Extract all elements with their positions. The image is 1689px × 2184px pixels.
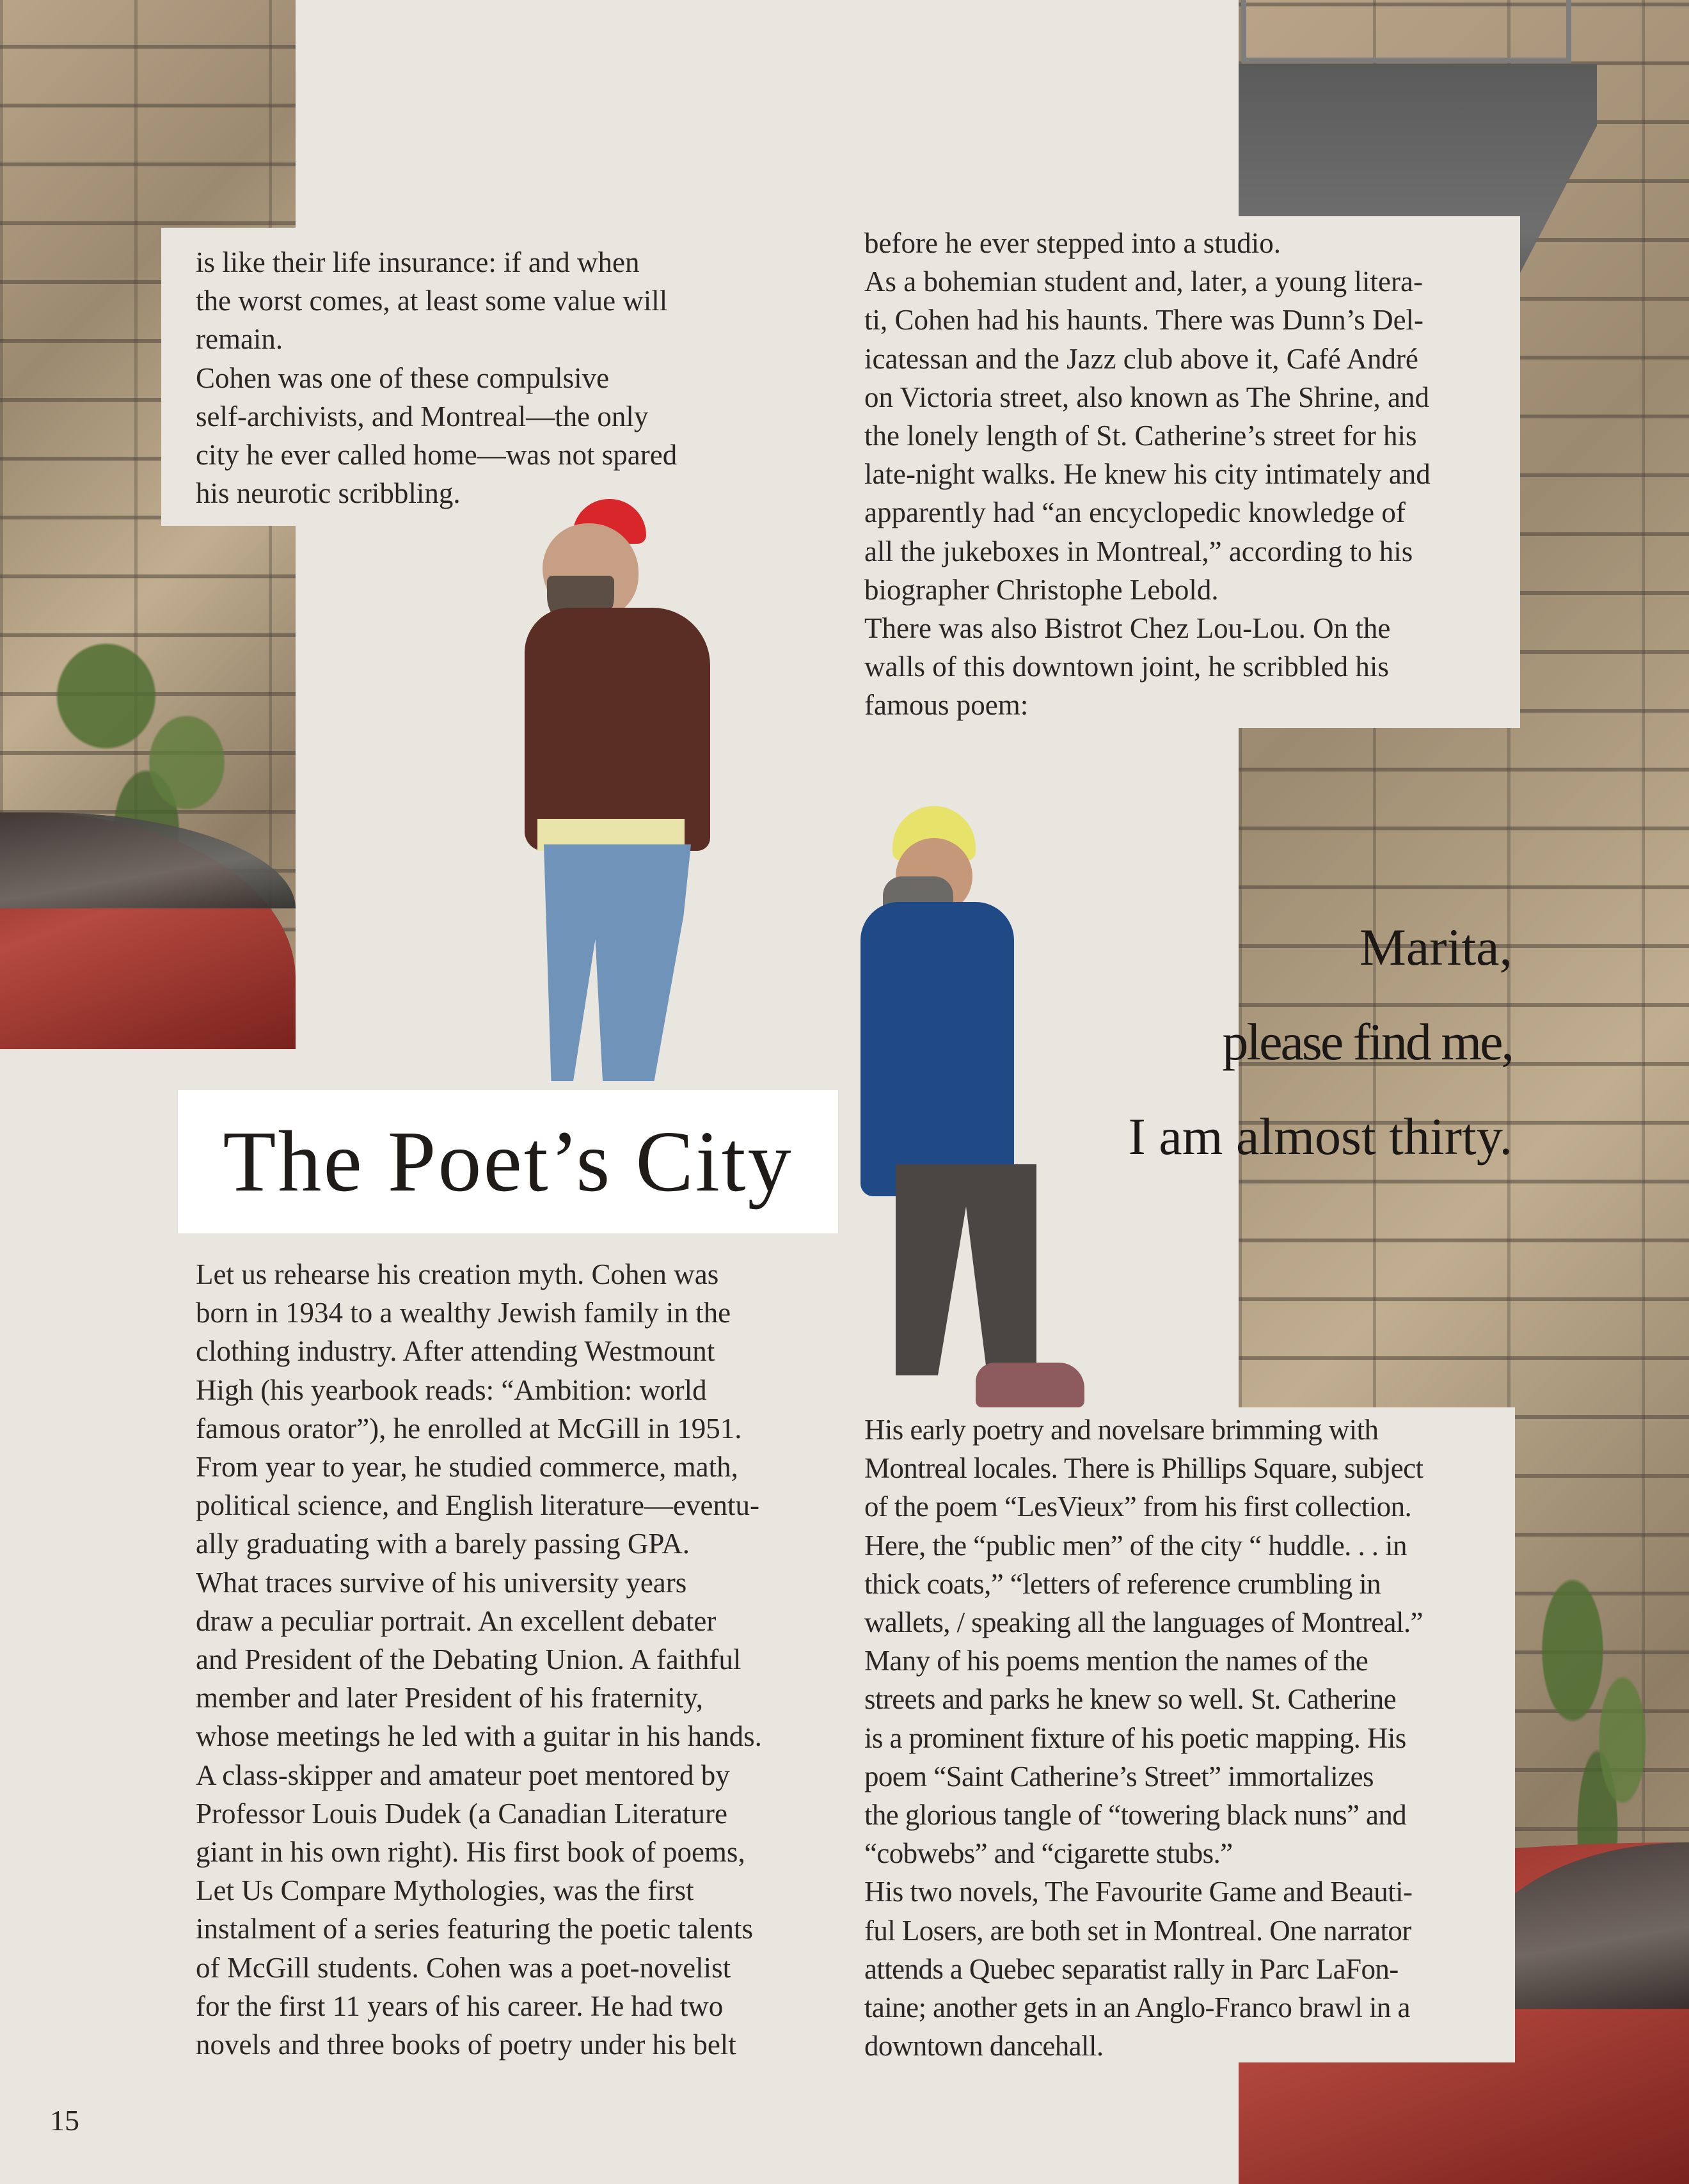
bottom-right-column-text: His early poetry and novelsare brimming with Montreal locales. There is Phillips Square, subject of the poem “LesVieux” from his first collection. Here, the “public men” of the city “ huddle. . . in thick coats,” “letters of reference crumbling in wallets, / speaking all the languages of Montreal.” Many of his poems mention the names of the streets and parks he knew so well. St. Catherine is a prominent fixture of his poetic mapping. His poem “Saint Catherine’s Street” immortalizes the glorious tangle of “towering black nuns” and “cobwebs” and “cigarette stubs.” His two novels, The Favourite Game and Beauti- ful Losers, are both set in Montreal. One narrator attends a Quebec separatist rally in Parc LaFon- taine; another gets in an Anglo-Franco brawl in a downtown dancehall.	[864, 1414, 1423, 2062]
poem-line-3: I am almost thirty.	[1128, 1107, 1512, 1166]
article-title: The Poet’s City	[223, 1114, 793, 1210]
blue-jeans	[544, 844, 691, 1081]
sneakers	[976, 1363, 1084, 1407]
grey-trousers	[896, 1164, 1036, 1375]
man-red-beanie-photo	[512, 499, 717, 1081]
top-left-column-text: is like their life insurance: if and when the worst comes, at least some value will remain. Cohen was one of these compulsive self-archivists, and Montreal—the only city he ever called home—was not spared his neurotic scribbling.	[196, 246, 678, 510]
balcony-railing	[1241, 0, 1571, 63]
poem-line-1: Marita,	[1359, 918, 1512, 976]
brown-sweater	[525, 608, 710, 851]
blue-jacket	[860, 902, 1014, 1196]
poem-line-2: please find me,	[1222, 1013, 1512, 1071]
title-box	[178, 1090, 838, 1233]
page-number: 15	[50, 2104, 79, 2137]
man-yellow-beanie-photo	[857, 806, 1100, 1407]
top-right-column-text: before he ever stepped into a studio. As a bohemian student and, later, a young litera- ti, Cohen had his haunts. There was Dunn’s Del- icatessan and the Jazz club above it, Café André on Victoria street, also known as The Shrine, and the lonely length of St. Catherine’s street for his late-night walks. He knew his city intimately and apparently had “an encyclopedic knowledge of all the jukeboxes in Montreal,” according to his biographer Christophe Lebold. There was also Bistrot Chez Lou-Lou. On the walls of this downtown joint, he scribbled his famous poem:	[864, 227, 1431, 722]
bottom-left-column-text: Let us rehearse his creation myth. Cohen was born in 1934 to a wealthy Jewish family in the clothing industry. After attending Westmount High (his yearbook reads: “Ambition: world famous orator”), he enrolled at McGill in 1951. From year to year, he studied commerce, math, political science, and English literature—eventu- ally graduating with a barely passing GPA. What traces survive of his university years draw a peculiar portrait. An excellent debater and President of the Debating Union. A faithful member and later President of his fraternity, whose meetings he led with a guitar in his hands. A class-skipper and amateur poet mentored by Professor Louis Dudek (a Canadian Literature giant in his own right). His first book of poems, Let Us Compare Mythologies, was the first instalment of a series featuring the poetic talents of McGill students. Cohen was a poet-novelist for the first 11 years of his career. He had two novels and three books of poetry under his belt	[196, 1258, 762, 2061]
